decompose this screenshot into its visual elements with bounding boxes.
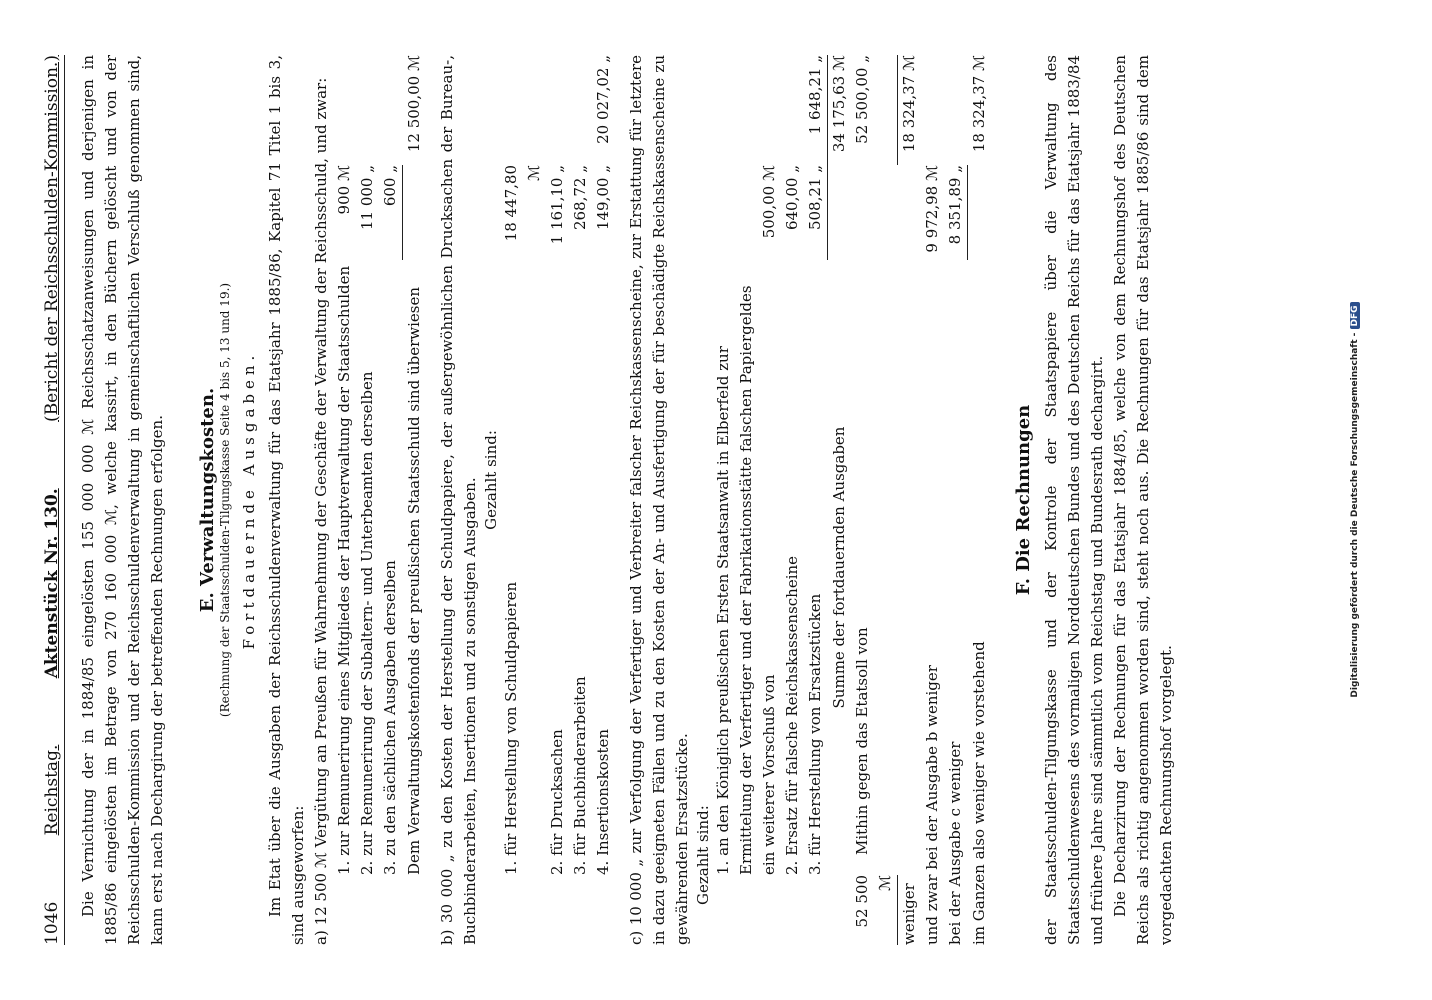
section-f-paragraph-2: Die Decharzirung der Rechnungen für das Etatsjahr 1884/85, welche von dem Rechnungshof des Deutschen Reichs als richtig angenommen worden sind, steht noch aus. Die Rechnungen für das Etatsjahr 1885/86 sind dem vorgedachten Rechnungshof vorgelegt. xyxy=(1111,55,1175,945)
und-zwar-row xyxy=(921,55,944,945)
item-b3-label: 3. für Buchbinderarbeiten xyxy=(571,676,589,875)
item-a3-amount: 600 „ xyxy=(379,165,403,260)
intro-paragraph: Die Vernichtung der in 1884/85 eingelösten 155 000 000 ℳ Reichsschatzanweisungen und derjenigen in 1885/86 eingelösten im Betrage von 270 160 000 ℳ, welche kassirt, in den Büchern gelöscht und von der Reichsschulden-Kommission und der Reichsschuldenverwaltung in gemeinschaftlichen Verschluß genommen sind, kann erst nach Dechargirung der betreffenden Rechnungen erfolgen. xyxy=(79,55,166,945)
item-a2 xyxy=(356,55,379,875)
section-f-title: F. Die Rechnungen xyxy=(1013,404,1034,596)
item-c2-amount: 640,00 „ xyxy=(783,165,801,231)
item-b3 xyxy=(569,55,592,875)
item-a-total-amount: 12 500,00 ℳ xyxy=(405,55,423,153)
section-e-subtitle: (Rechnung der Staatsschulden-Tilgungskasse Seite 4 bis 5, 13 und 19.) xyxy=(218,282,232,718)
document-number: Aktenstück Nr. 130. xyxy=(42,488,62,679)
item-c-heading: c) 10 000 „ zur Verfolgung der Verfertiger und Verbreiter falscher Reichskassenscheine, zur Erstattung für letztere in dazu geeigneten Fällen und zu den Kosten der An- und Ausfertigung der für beschädigte Reichskassenscheine zu gewährenden Ersatzstücke. xyxy=(627,55,691,945)
item-b2 xyxy=(546,55,569,875)
item-a-total xyxy=(403,55,426,875)
etat-amount-left: 52 500 ℳ xyxy=(851,875,898,945)
etat-row xyxy=(851,55,898,945)
footer-text: Digitalisierung gefördert durch die Deutsche Forschungsgemeinschaft - xyxy=(1350,332,1360,698)
sum-row xyxy=(828,55,851,945)
bei-c-row xyxy=(944,55,968,945)
page-header xyxy=(42,55,65,945)
im-ganzen-row xyxy=(968,55,991,945)
item-b4 xyxy=(592,55,615,875)
item-b3-amount: 268,72 „ xyxy=(571,165,589,231)
und-zwar-label: und zwar bei der Ausgabe b weniger xyxy=(923,665,941,945)
item-a2-amount: 11 000 „ xyxy=(358,165,376,231)
item-c3-amount: 508,21 „ xyxy=(804,165,828,260)
header-right: (Bericht der Reichsschulden-Kommission.) xyxy=(42,55,62,422)
bei-c-label: bei der Ausgabe c weniger xyxy=(946,741,964,945)
item-c-list xyxy=(712,55,828,945)
item-b1-amount: 18 447,80 ℳ xyxy=(502,165,543,242)
dfg-logo: DFG xyxy=(1350,302,1360,329)
weniger-label: weniger xyxy=(900,883,918,945)
item-c-total-amount: 1 648,21 „ xyxy=(804,55,828,165)
im-ganzen-amount: 18 324,37 ℳ xyxy=(970,55,988,153)
fortdauernde-heading: Fortdauernde Ausgaben. xyxy=(240,350,258,650)
item-b-total-amount: 20 027,02 „ xyxy=(594,55,612,144)
item-c2-label: 2. Ersatz für falsche Reichskassenscheine xyxy=(783,555,801,875)
weniger-row xyxy=(898,55,921,945)
item-c1-amount: 500,00 ℳ xyxy=(760,165,778,239)
item-b-paid: Gezahlt sind: xyxy=(482,430,500,530)
item-b1 xyxy=(500,55,546,875)
item-c1 xyxy=(712,55,781,875)
bei-c-amount: 8 351,89 „ xyxy=(944,165,968,260)
section-f-paragraph-1: der Staatsschulden-Tilgungskasse und der Kontrole der Staatspapiere über die Verwaltung des Staatsschuldenwesens des vormaligen Norddeutschen Bundes und des Deutschen Reichs für das Etatsjahr 1883/84 und frühere Jahre sind sämmtlich vom Reichstag und Bundesrath dechargirt. xyxy=(1042,55,1106,945)
item-a1-label: 1. zur Remunerirung eines Mitgliedes der Hauptverwaltung der Staatsschulden xyxy=(335,265,353,875)
item-a2-label: 2. zur Remunerirung der Subaltern- und Unterbeamten derselben xyxy=(358,371,376,875)
item-b2-amount: 1 161,10 „ xyxy=(548,165,566,245)
sum-label: Summe der fortdauernden Ausgaben xyxy=(830,426,848,709)
item-c-paid: Gezahlt sind: xyxy=(694,805,712,905)
weniger-amount: 18 324,37 ℳ xyxy=(900,55,918,153)
item-a-total-label: Dem Verwaltungskostenfonds der preußischen Staatsschuld sind überwiesen xyxy=(405,286,423,875)
item-c1-label: 1. an den Königlich preußischen Ersten Staatsanwalt in Elberfeld zur Ermittelung der Verfertiger und der Fabrikationsstätte falschen Papiergeldes ein weiterer Vorschuß von xyxy=(714,285,778,875)
item-b-heading: b) 30 000 „ zu den Kosten der Herstellung der Schuldpapiere, der außergewöhnlichen Drucksachen der Bureau-, Buchbinderarbeiten, Insertionen und zu sonstigen Ausgaben. xyxy=(438,55,479,945)
section-e-title: E. Verwaltungskosten. xyxy=(197,387,218,613)
page-number: 1046 xyxy=(42,901,62,945)
item-a3-label: 3. zu den sächlichen Ausgaben derselben xyxy=(381,560,399,875)
header-left: Reichstag. xyxy=(42,744,62,836)
item-a1-amount: 900 ℳ xyxy=(335,165,353,215)
digitization-footer xyxy=(1350,0,1360,1000)
im-ganzen-label: im Ganzen also weniger wie vorstehend xyxy=(970,641,988,945)
etat-lead: Im Etat über die Ausgaben der Reichsschuldenverwaltung für das Etatsjahr 1885/86, Kapitel 71 Titel 1 bis 3, sind ausgeworfen: xyxy=(266,55,307,945)
etat-amount: 52 500,00 „ xyxy=(851,55,898,165)
item-a-heading: a) 12 500 ℳ Vergütung an Preußen für Wahrnehmung der Geschäfte der Verwaltung der Reichsschuld, und zwar: xyxy=(312,77,330,945)
und-zwar-amount: 9 972,98 ℳ xyxy=(923,165,941,253)
etat-label: Mithin gegen das Etatsoll von xyxy=(853,627,871,855)
item-b2-label: 2. für Drucksachen xyxy=(548,729,566,875)
item-c3 xyxy=(804,55,828,875)
item-c2 xyxy=(781,55,804,875)
item-b4-amount: 149,00 „ xyxy=(594,165,612,231)
sum-amount: 34 175,63 ℳ xyxy=(830,55,848,153)
item-b-list xyxy=(500,55,615,945)
item-a-list xyxy=(333,55,426,945)
item-c3-label: 3. für Herstellung von Ersatzstücken xyxy=(806,593,824,875)
item-b1-label: 1. für Herstellung von Schuldpapieren xyxy=(502,581,520,875)
page-content xyxy=(42,55,1178,945)
item-b4-label: 4. Insertionskosten xyxy=(594,728,612,875)
item-a1 xyxy=(333,55,356,875)
item-a3 xyxy=(379,55,403,875)
